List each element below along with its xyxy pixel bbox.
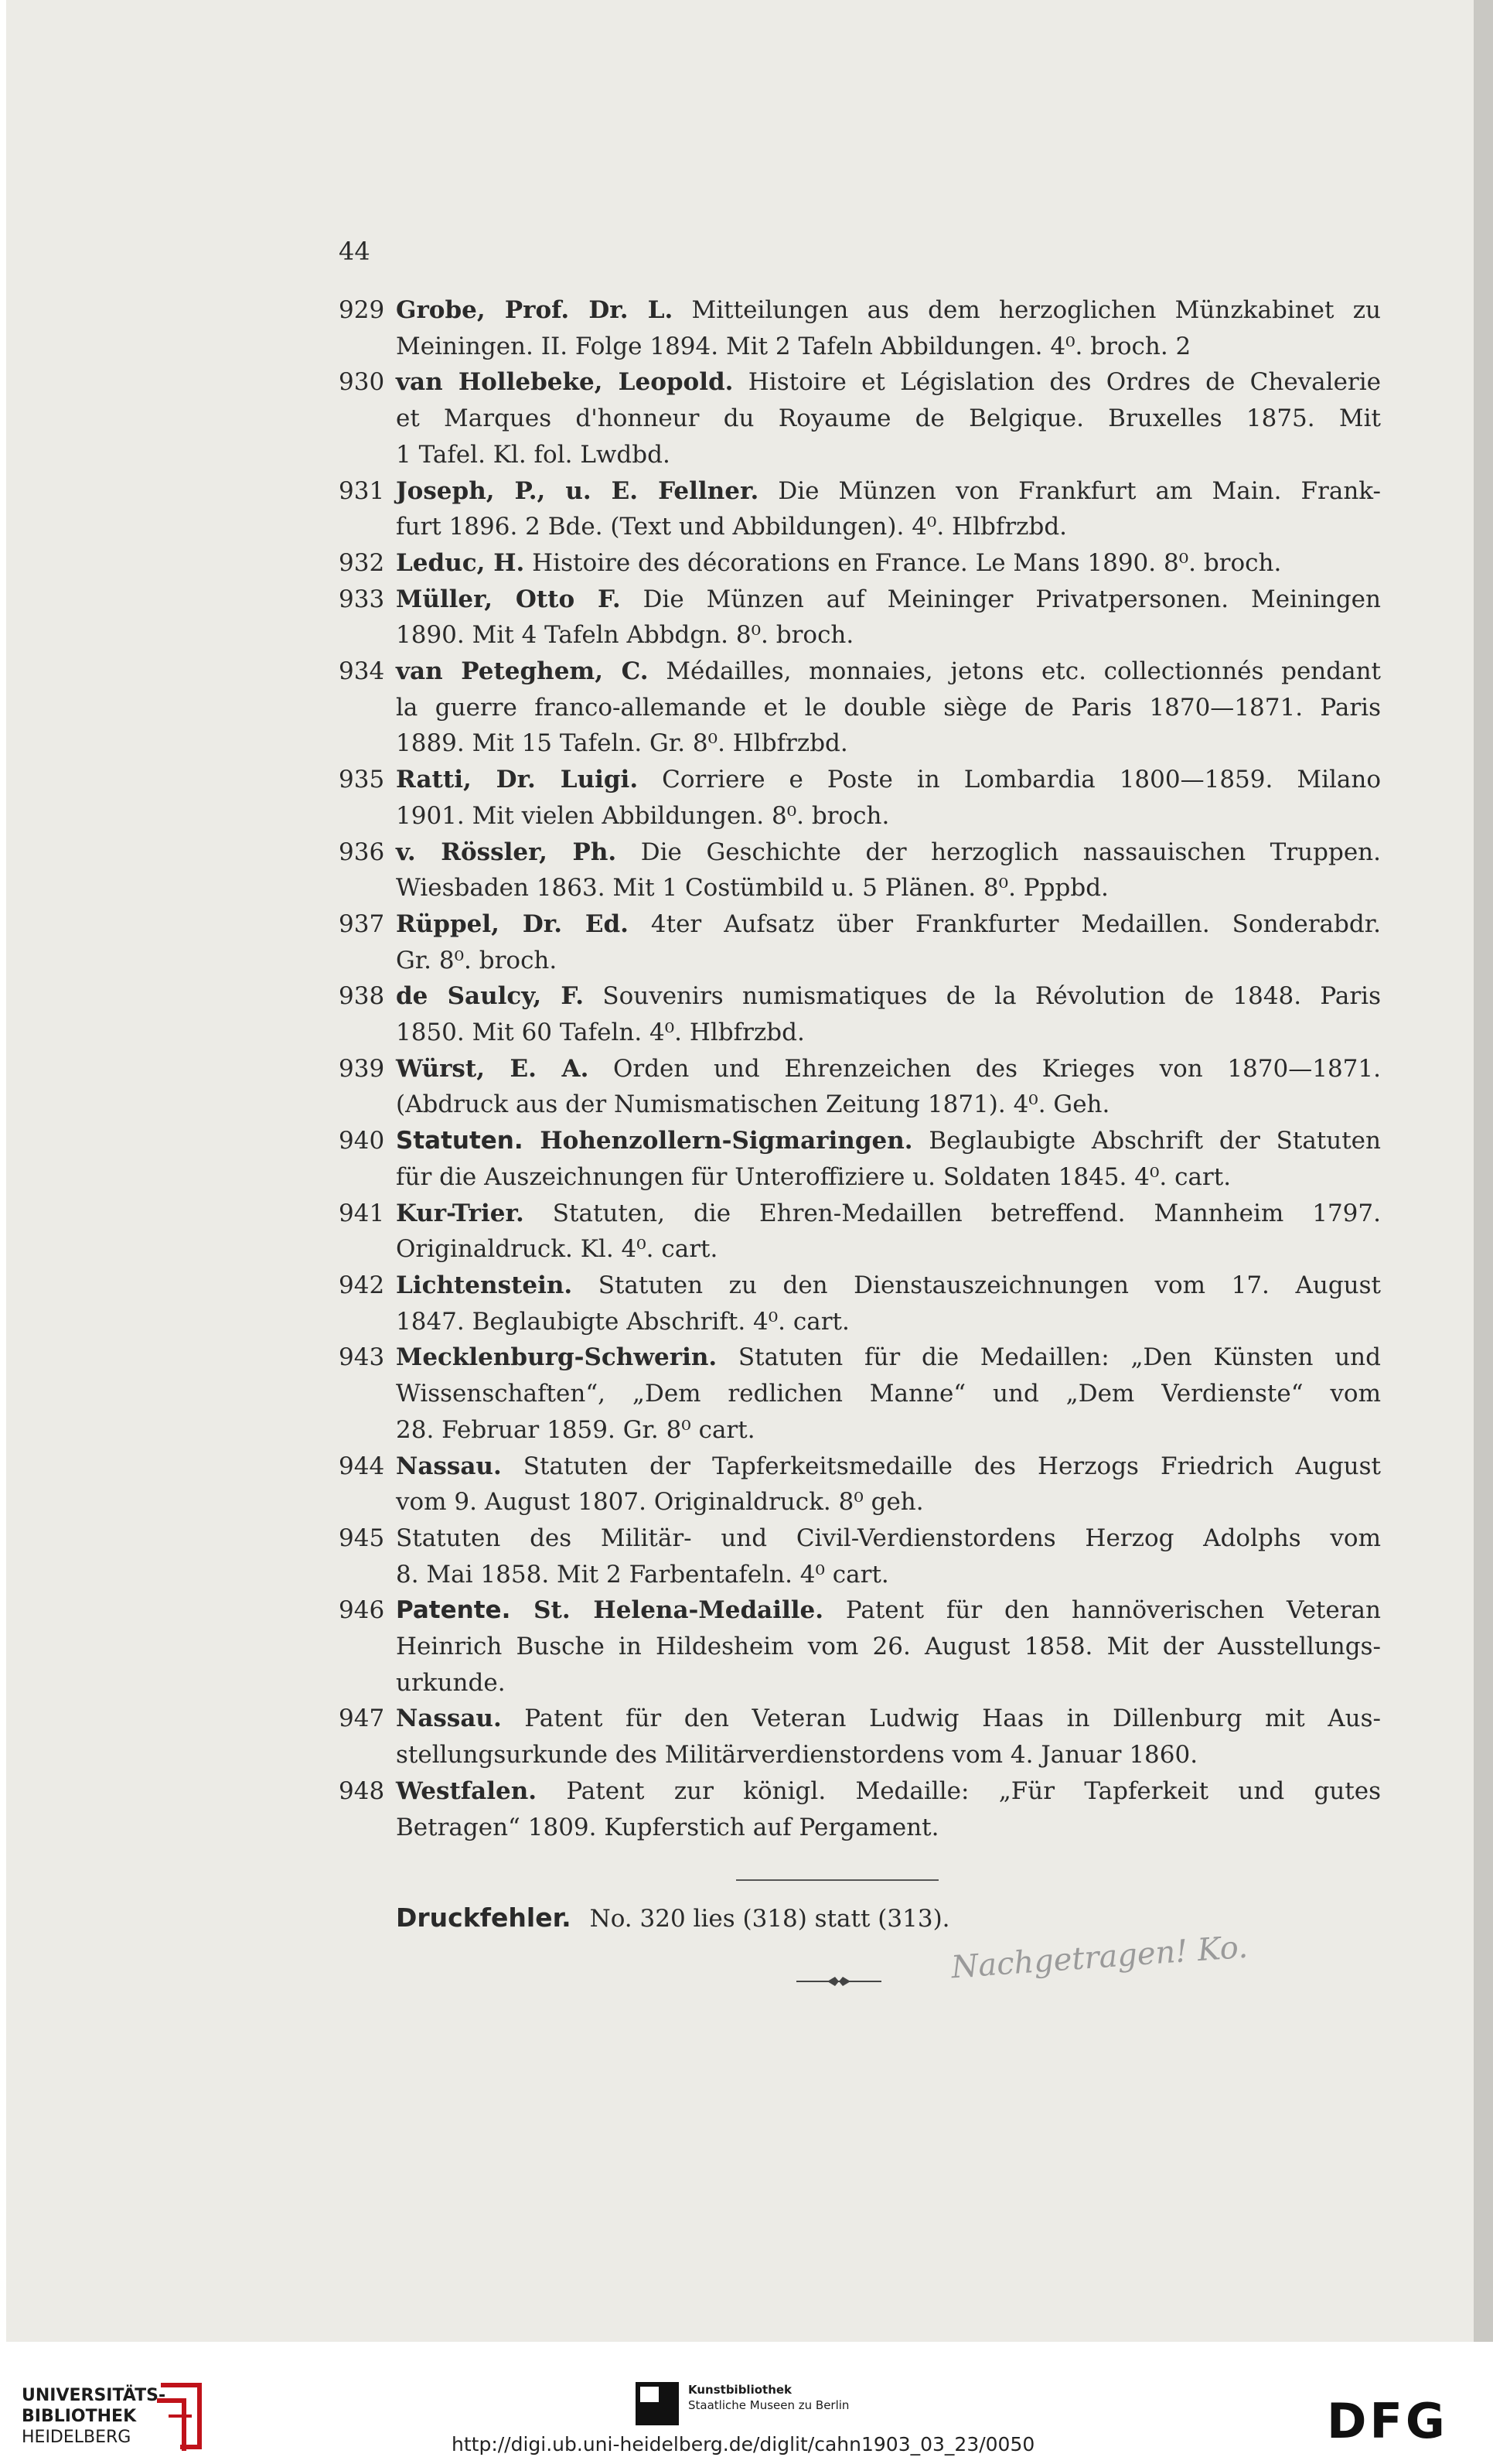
ub-heidelberg-logo-icon <box>153 2377 207 2455</box>
entry-line <box>396 1123 1381 1159</box>
entry-line <box>396 1449 1381 1485</box>
entry-line <box>396 1773 1381 1810</box>
entry-line <box>396 1629 1381 1665</box>
entry-number: 933 <box>339 585 385 613</box>
catalogue-entry <box>332 834 1381 906</box>
catalogue-entry <box>332 1196 1381 1268</box>
catalogue-entry <box>332 1123 1381 1195</box>
entry-text: Patent für den Veteran Ludwig Haas in Dillenburg mit Aus- <box>501 1705 1381 1733</box>
entry-number: 929 <box>339 296 385 324</box>
entry-heading: Nassau. <box>396 1705 502 1733</box>
entry-text: vom 9. August 1807. Originaldruck. 8⁰ geh. <box>396 1488 924 1517</box>
catalogue-entry <box>332 1520 1381 1592</box>
entry-text: 4ter Aufsatz über Frankfurter Medaillen. Sonderabdr. <box>628 909 1381 938</box>
entry-text: Histoire des décorations en France. Le Mans 1890. 8⁰. broch. <box>524 548 1282 577</box>
entry-line <box>396 1484 1381 1520</box>
kunstbibliothek-text <box>688 2382 849 2413</box>
entry-line <box>396 1196 1381 1232</box>
entry-number: 945 <box>339 1524 385 1552</box>
entry-heading: Mecklenburg-Schwerin. <box>396 1343 718 1372</box>
entry-number: 948 <box>339 1776 385 1805</box>
entry-number: 936 <box>339 838 385 866</box>
entry-heading: Würst, E. A. <box>396 1054 589 1083</box>
entry-number: 935 <box>339 766 385 794</box>
entry-line <box>396 1737 1381 1773</box>
entry-line <box>396 1015 1381 1051</box>
entry-number: 942 <box>339 1271 385 1299</box>
entry-line <box>396 870 1381 906</box>
entry-heading: de Saulcy, F. <box>396 982 585 1011</box>
entry-text: 28. Februar 1859. Gr. 8⁰ cart. <box>396 1415 755 1444</box>
entry-number: 931 <box>339 476 385 505</box>
entry-line <box>396 329 1381 365</box>
entry-text: stellungsurkunde des Militärverdienstordens vom 4. Januar 1860. <box>396 1741 1198 1770</box>
catalogue-entry <box>332 1773 1381 1845</box>
entry-number: 932 <box>339 548 385 577</box>
footer-bar <box>0 2342 1493 2464</box>
catalogue-entry <box>332 473 1381 545</box>
entry-number: 939 <box>339 1054 385 1083</box>
ornament-icon <box>796 1974 881 1989</box>
entry-text: Heinrich Busche in Hildesheim vom 26. August 1858. Mit der Ausstellungs- <box>396 1633 1381 1661</box>
catalogue-entry <box>332 1268 1381 1340</box>
entry-line <box>396 762 1381 798</box>
catalogue-entry <box>332 292 1381 364</box>
entry-number: 940 <box>339 1127 385 1155</box>
page-number: 44 <box>339 237 370 266</box>
entry-text: Originaldruck. Kl. 4⁰. cart. <box>396 1235 718 1264</box>
entry-text: Statuten des Militär- und Civil-Verdienstordens Herzog Adolphs vom <box>396 1524 1381 1552</box>
entry-text: 1901. Mit vielen Abbildungen. 8⁰. broch. <box>396 801 890 830</box>
entry-line <box>396 978 1381 1015</box>
entry-number: 946 <box>339 1596 385 1625</box>
ub-logo-line: BIBLIOTHEK <box>22 2407 137 2426</box>
entry-text: Corriere e Poste in Lombardia 1800—1859. Milano <box>638 766 1382 794</box>
entry-heading: Ratti, Dr. Luigi. <box>396 766 639 794</box>
entry-number: 943 <box>339 1343 385 1372</box>
entry-text: Mitteilungen aus dem herzoglichen Münzkabinet zu <box>673 296 1381 324</box>
kunstbibliothek-logo-icon <box>636 2382 679 2425</box>
entry-line <box>396 1087 1381 1123</box>
catalogue-entry <box>332 1701 1381 1773</box>
entry-line <box>396 582 1381 618</box>
entry-text: Statuten der Tapferkeitsmedaille des Herzogs Friedrich August <box>501 1452 1381 1480</box>
entry-line <box>396 654 1381 690</box>
entry-line <box>396 473 1381 510</box>
source-url: http://digi.ub.uni-heidelberg.de/diglit/cahn1903_03_23/0050 <box>452 2433 1035 2455</box>
entry-line <box>396 1810 1381 1846</box>
entry-heading: Hohenzollern-Sigmaringen. <box>523 1127 913 1155</box>
entry-text: Patent zur königl. Medaille: „Für Tapferkeit und gutes <box>537 1776 1381 1805</box>
entry-text: Wiesbaden 1863. Mit 1 Costümbild u. 5 Plänen. 8⁰. Pppbd. <box>396 874 1109 903</box>
entry-line <box>396 1340 1381 1376</box>
entry-text: Patent für den hannöverischen Veteran <box>823 1596 1382 1625</box>
entry-line <box>396 1051 1381 1087</box>
entry-text: la guerre franco-allemande et le double siège de Paris 1870—1871. Paris <box>396 693 1381 722</box>
errata-text: No. 320 lies (318) statt (313). <box>589 1905 950 1933</box>
catalogue-entry <box>332 582 1381 654</box>
entry-text: Histoire et Législation des Ordres de Chevalerie <box>733 368 1382 397</box>
ub-logo-line: HEIDELBERG <box>22 2428 131 2447</box>
entry-text: et Marques d'honneur du Royaume de Belgique. Bruxelles 1875. Mit <box>396 404 1381 433</box>
entry-line <box>396 292 1381 329</box>
separator-rule <box>736 1879 939 1881</box>
errata-line <box>396 1903 950 1933</box>
entry-line <box>396 1557 1381 1593</box>
catalogue-entry <box>332 1449 1381 1520</box>
catalogue-entry <box>332 654 1381 762</box>
entry-heading: Patente. <box>396 1596 511 1625</box>
entry-heading: Kur-Trier. <box>396 1199 524 1227</box>
catalogue-entries <box>332 292 1381 1845</box>
entry-line <box>396 1231 1381 1268</box>
entry-text: (Abdruck aus der Numismatischen Zeitung 1871). 4⁰. Geh. <box>396 1090 1110 1119</box>
entry-text: Die Münzen von Frankfurt am Main. Frank- <box>758 476 1382 505</box>
dfg-logo: DFG <box>1327 2393 1448 2449</box>
entry-line <box>396 617 1381 654</box>
entry-text: Meiningen. II. Folge 1894. Mit 2 Tafeln Abbildungen. 4⁰. broch. 2 <box>396 332 1191 360</box>
entry-line <box>396 943 1381 979</box>
entry-number: 934 <box>339 657 385 686</box>
entry-text: Statuten, die Ehren-Medaillen betreffend. Mannheim 1797. <box>523 1199 1381 1227</box>
ub-logo-text <box>22 2385 165 2448</box>
entry-text: 8. Mai 1858. Mit 2 Farbentafeln. 4⁰ cart. <box>396 1560 889 1589</box>
handwritten-note: Nachgetragen! Ko. <box>949 1929 1249 1986</box>
catalogue-entry <box>332 1340 1381 1448</box>
entry-text: Die Geschichte der herzoglich nassauischen Truppen. <box>616 838 1381 866</box>
entry-heading: Westfalen. <box>396 1776 537 1805</box>
entry-line <box>396 1376 1381 1412</box>
entry-heading: Joseph, P., u. E. Fellner. <box>396 476 759 505</box>
kb-line: Staatliche Museen zu Berlin <box>688 2398 850 2412</box>
entry-line <box>396 1268 1381 1304</box>
entry-text: Die Münzen auf Meininger Privatpersonen. Meiningen <box>620 585 1381 613</box>
entry-heading: Müller, Otto F. <box>396 585 621 613</box>
entry-heading: Nassau. <box>396 1452 502 1480</box>
catalogue-entry <box>332 762 1381 834</box>
catalogue-entry <box>332 906 1381 978</box>
entry-text: Gr. 8⁰. broch. <box>396 946 557 974</box>
entry-line <box>396 364 1381 401</box>
entry-text: Souvenirs numismatiques de la Révolution de 1848. Paris <box>584 982 1382 1011</box>
entry-text: 1890. Mit 4 Tafeln Abbdgn. 8⁰. broch. <box>396 621 854 650</box>
entry-heading: Leduc, H. <box>396 548 525 577</box>
entry-line <box>396 1520 1381 1557</box>
catalogue-entry <box>332 364 1381 473</box>
entry-heading: v. Rössler, Ph. <box>396 838 617 866</box>
ub-logo-line: UNIVERSITÄTS- <box>22 2386 166 2405</box>
entry-text: 1847. Beglaubigte Abschrift. 4⁰. cart. <box>396 1307 850 1336</box>
entry-text: furt 1896. 2 Bde. (Text und Abbildungen). 4⁰. Hlbfrzbd. <box>396 513 1068 541</box>
entry-number: 944 <box>339 1452 385 1480</box>
entry-line <box>396 1412 1381 1449</box>
kb-line: Kunstbibliothek <box>688 2383 793 2397</box>
entry-line <box>396 509 1381 545</box>
entry-number: 938 <box>339 982 385 1011</box>
entry-number: 937 <box>339 909 385 938</box>
entry-line <box>396 1665 1381 1701</box>
entry-text: Wissenschaften“, „Dem redlichen Manne“ und „Dem Verdienste“ vom <box>396 1380 1381 1408</box>
entry-text: für die Auszeichnungen für Unteroffiziere u. Soldaten 1845. 4⁰. cart. <box>396 1162 1232 1191</box>
page-edge <box>1474 0 1493 2342</box>
entry-number: 930 <box>339 368 385 397</box>
entry-number: 941 <box>339 1199 385 1227</box>
entry-heading: Lichtenstein. <box>396 1271 573 1299</box>
entry-heading: Statuten. <box>396 1127 523 1155</box>
entry-text: Statuten zu den Dienstauszeichnungen vom 17. August <box>572 1271 1381 1299</box>
entry-line <box>396 725 1381 762</box>
entry-line <box>396 545 1381 582</box>
entry-line <box>396 690 1381 726</box>
entry-text: Betragen“ 1809. Kupferstich auf Pergament. <box>396 1813 939 1841</box>
entry-number: 947 <box>339 1705 385 1733</box>
entry-line <box>396 1304 1381 1340</box>
entry-line <box>396 906 1381 943</box>
catalogue-entry <box>332 545 1381 582</box>
catalogue-entry <box>332 1592 1381 1701</box>
entry-text: 1850. Mit 60 Tafeln. 4⁰. Hlbfrzbd. <box>396 1019 805 1047</box>
catalogue-entry <box>332 1051 1381 1123</box>
errata-title: Druckfehler. <box>396 1903 571 1933</box>
entry-text: 1 Tafel. Kl. fol. Lwdbd. <box>396 440 670 469</box>
entry-line <box>396 1159 1381 1196</box>
entry-line <box>396 401 1381 437</box>
entry-line <box>396 1592 1381 1629</box>
entry-text: 1889. Mit 15 Tafeln. Gr. 8⁰. Hlbfrzbd. <box>396 729 848 758</box>
entry-text: Médailles, monnaies, jetons etc. collectionnés pendant <box>648 657 1382 686</box>
catalogue-entry <box>332 978 1381 1050</box>
entry-line <box>396 1701 1381 1737</box>
entry-text: Orden und Ehrenzeichen des Krieges von 1870—1871. <box>588 1054 1381 1083</box>
entry-text: Beglaubigte Abschrift der Statuten <box>912 1127 1381 1155</box>
entry-line <box>396 437 1381 473</box>
entry-heading: Rüppel, Dr. Ed. <box>396 909 629 938</box>
entry-heading: van Peteghem, C. <box>396 657 649 686</box>
entry-text: urkunde. <box>396 1668 506 1697</box>
entry-line <box>396 834 1381 871</box>
entry-text: Statuten für die Medaillen: „Den Künsten und <box>717 1343 1381 1372</box>
entry-heading: van Hollebeke, Leopold. <box>396 368 734 397</box>
entry-line <box>396 798 1381 834</box>
entry-heading: St. Helena-Medaille. <box>510 1596 824 1625</box>
entry-heading: Grobe, Prof. Dr. L. <box>396 296 673 324</box>
